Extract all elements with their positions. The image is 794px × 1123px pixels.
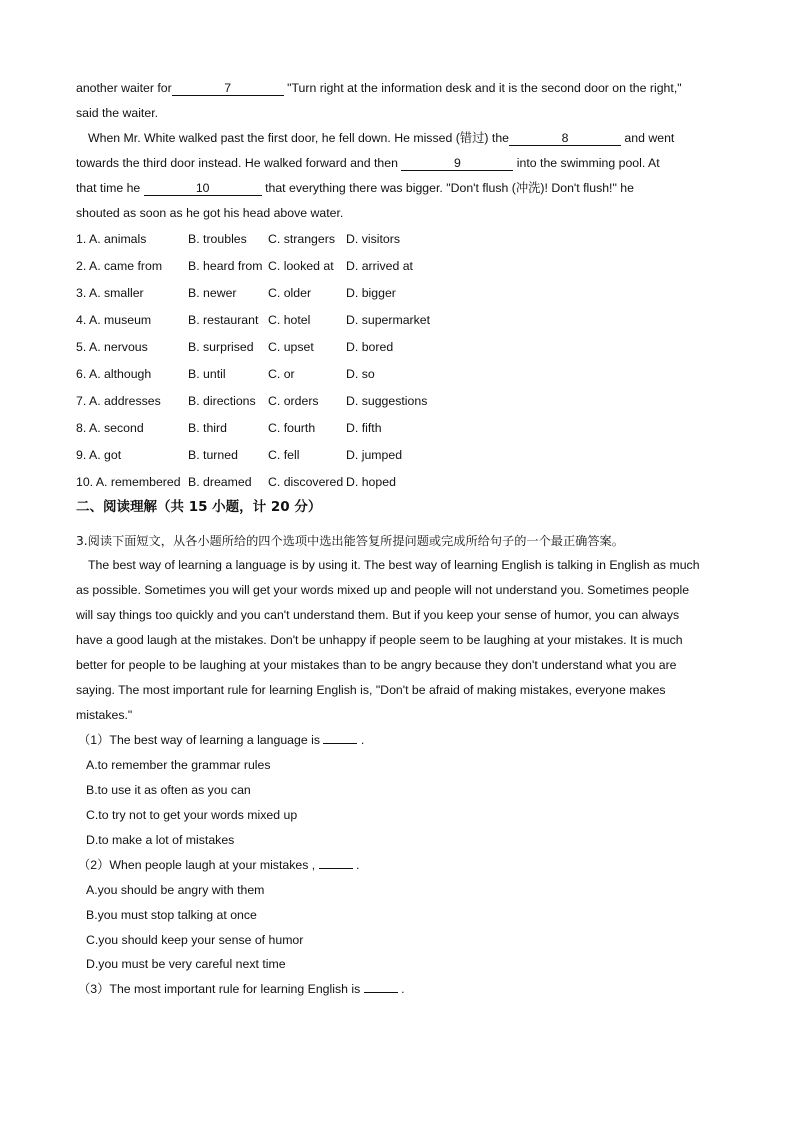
text-segment: that everything there was bigger. "Don't flush (冲洗)! Don't flush!" he	[261, 181, 634, 195]
question-3	[78, 980, 405, 998]
cloze-option-d[interactable]: D. jumped	[346, 448, 403, 462]
cloze-option-c[interactable]: C. orders	[268, 394, 319, 408]
question-2	[78, 856, 359, 874]
cloze-option-b[interactable]: B. surprised	[188, 340, 254, 354]
cloze-option-c[interactable]: C. or	[268, 367, 295, 381]
reading-para-line-4: have a good laugh at the mistakes. Don't be unhappy if people seem to be laughing at your mistakes. It is much	[76, 633, 683, 647]
q1-option-c[interactable]: C.to try not to get your words mixed up	[86, 808, 298, 822]
q2-option-d[interactable]: D.you must be very careful next time	[86, 957, 286, 971]
text-segment: .	[352, 858, 360, 872]
passage-line-2: said the waiter.	[76, 106, 159, 120]
cloze-option-d[interactable]: D. fifth	[346, 421, 382, 435]
cloze-option-a[interactable]: 1. A. animals	[76, 232, 147, 246]
cloze-option-d[interactable]: D. arrived at	[346, 259, 413, 273]
q1-option-a[interactable]: A.to remember the grammar rules	[86, 758, 271, 772]
q2-option-a[interactable]: A.you should be angry with them	[86, 883, 265, 897]
reading-para-line-7: mistakes."	[76, 708, 133, 722]
text-segment: another waiter for	[76, 81, 172, 95]
passage-line-3	[88, 129, 674, 147]
text-segment: When Mr. White walked past the first door, he fell down. He missed (错过) the	[88, 131, 509, 145]
cloze-option-c[interactable]: C. upset	[268, 340, 314, 354]
blank-10: 10	[144, 181, 262, 196]
cloze-option-c[interactable]: C. hotel	[268, 313, 311, 327]
cloze-option-c[interactable]: C. looked at	[268, 259, 334, 273]
cloze-option-b[interactable]: B. newer	[188, 286, 237, 300]
section-heading: 二、阅读理解（共 15 小题，计 20 分）	[76, 499, 322, 515]
cloze-option-d[interactable]: D. supermarket	[346, 313, 431, 327]
answer-blank[interactable]	[319, 856, 353, 869]
q1-option-d[interactable]: D.to make a lot of mistakes	[86, 833, 235, 847]
cloze-option-b[interactable]: B. until	[188, 367, 226, 381]
cloze-option-b[interactable]: B. restaurant	[188, 313, 259, 327]
passage-line-4	[76, 154, 660, 172]
answer-blank[interactable]	[323, 731, 357, 744]
cloze-option-b[interactable]: B. troubles	[188, 232, 247, 246]
q2-option-b[interactable]: B.you must stop talking at once	[86, 908, 257, 922]
cloze-option-d[interactable]: D. suggestions	[346, 394, 428, 408]
reading-para-line-6: saying. The most important rule for learning English is, "Don't be afraid of making mistakes, everyone makes	[76, 683, 666, 697]
blank-8: 8	[509, 131, 621, 146]
cloze-option-a[interactable]: 3. A. smaller	[76, 286, 144, 300]
reading-para-line-2: as possible. Sometimes you will get your words mixed up and people will not understand you. Sometimes people	[76, 583, 690, 597]
question-stem: （2）When people laugh at your mistakes ,	[78, 858, 319, 872]
q1-option-b[interactable]: B.to use it as often as you can	[86, 783, 251, 797]
cloze-option-d[interactable]: D. so	[346, 367, 375, 381]
text-segment: and went	[621, 131, 675, 145]
cloze-option-b[interactable]: B. third	[188, 421, 227, 435]
cloze-option-c[interactable]: C. strangers	[268, 232, 335, 246]
cloze-option-d[interactable]: D. hoped	[346, 475, 396, 489]
cloze-option-d[interactable]: D. bored	[346, 340, 394, 354]
cloze-option-a[interactable]: 4. A. museum	[76, 313, 152, 327]
blank-7: 7	[172, 81, 284, 96]
cloze-option-b[interactable]: B. dreamed	[188, 475, 252, 489]
cloze-option-a[interactable]: 10. A. remembered	[76, 475, 181, 489]
cloze-option-a[interactable]: 9. A. got	[76, 448, 122, 462]
cloze-option-a[interactable]: 8. A. second	[76, 421, 144, 435]
cloze-option-a[interactable]: 2. A. came from	[76, 259, 163, 273]
q2-option-c[interactable]: C.you should keep your sense of humor	[86, 933, 304, 947]
text-segment: "Turn right at the information desk and it is the second door on the right,"	[283, 81, 682, 95]
cloze-option-a[interactable]: 5. A. nervous	[76, 340, 148, 354]
blank-9: 9	[401, 156, 513, 171]
passage-line-1	[76, 79, 682, 97]
text-segment: into the swimming pool. At	[513, 156, 660, 170]
question-stem: （3）The most important rule for learning English is	[78, 982, 364, 996]
cloze-option-a[interactable]: 7. A. addresses	[76, 394, 161, 408]
cloze-option-d[interactable]: D. bigger	[346, 286, 396, 300]
cloze-option-b[interactable]: B. turned	[188, 448, 238, 462]
text-segment: that time he	[76, 181, 144, 195]
passage-line-6: shouted as soon as he got his head above water.	[76, 206, 344, 220]
answer-blank[interactable]	[364, 980, 398, 993]
cloze-option-d[interactable]: D. visitors	[346, 232, 400, 246]
reading-para-line-1: The best way of learning a language is by using it. The best way of learning English is talking in English as much	[88, 558, 700, 572]
cloze-option-c[interactable]: C. fourth	[268, 421, 316, 435]
text-segment: towards the third door instead. He walked forward and then	[76, 156, 402, 170]
cloze-option-a[interactable]: 6. A. although	[76, 367, 152, 381]
cloze-option-c[interactable]: C. discovered	[268, 475, 344, 489]
cloze-option-b[interactable]: B. directions	[188, 394, 256, 408]
reading-para-line-3: will say things too quickly and you can't understand them. But if you keep your sense of humor, you can always	[76, 608, 680, 622]
question-1	[78, 731, 364, 749]
section-instruction: 3.阅读下面短文，从各小题所给的四个选项中选出能答复所提问题或完成所给句子的一个最正确答案。	[76, 534, 624, 548]
cloze-option-b[interactable]: B. heard from	[188, 259, 263, 273]
text-segment: .	[397, 982, 405, 996]
reading-para-line-5: better for people to be laughing at your mistakes than to be angry because they don't understand what you are	[76, 658, 677, 672]
cloze-option-c[interactable]: C. fell	[268, 448, 300, 462]
passage-line-5	[76, 179, 634, 197]
text-segment: .	[357, 733, 365, 747]
cloze-option-c[interactable]: C. older	[268, 286, 312, 300]
question-stem: （1）The best way of learning a language is	[78, 733, 324, 747]
